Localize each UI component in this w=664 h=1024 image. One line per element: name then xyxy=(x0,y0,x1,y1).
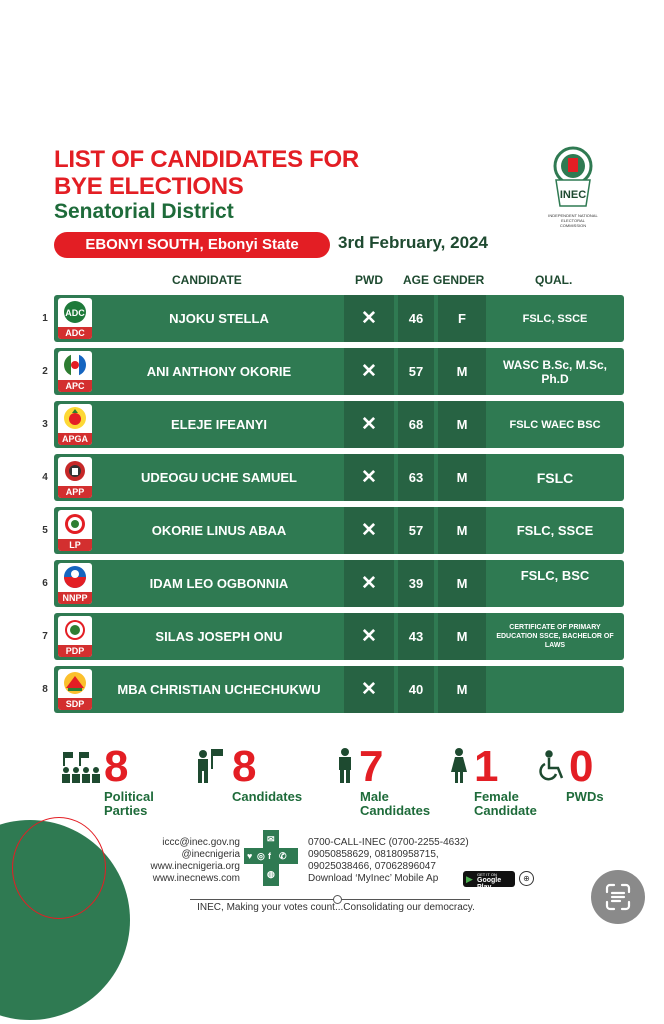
male-icon xyxy=(337,748,353,784)
parties-count: 8 xyxy=(104,742,129,791)
row-number: 8 xyxy=(42,684,48,695)
tagline: INEC, Making your votes count...Consolidating our democracy. xyxy=(197,902,475,913)
header-qual: QUAL. xyxy=(535,273,573,287)
candidate-name: OKORIE LINUS ABAA xyxy=(151,523,287,538)
party-logo xyxy=(58,298,92,339)
party-label: NNPP xyxy=(58,592,92,604)
lp-party-icon xyxy=(64,513,86,535)
pwd-mark: ✕ xyxy=(344,507,394,554)
contact-left xyxy=(140,837,240,885)
election-date: 3rd February, 2024 xyxy=(338,233,488,252)
candidate-qualification: FSLC, SSCE xyxy=(522,312,588,325)
candidate-name: MBA CHRISTIAN UCHECHUKWU xyxy=(117,682,321,697)
logo-label: INEC xyxy=(559,189,587,201)
candidate-name: ANI ANTHONY OKORIE xyxy=(146,364,292,379)
candidate-gender: M xyxy=(438,401,486,448)
globe-icon: ⊕ xyxy=(519,871,534,886)
candidate-gender: M xyxy=(438,348,486,395)
candidate-name: UDEOGU UCHE SAMUEL xyxy=(140,470,297,485)
candidate-age: 46 xyxy=(398,295,434,342)
svg-text:◎: ◎ xyxy=(257,851,265,861)
google-play-badge[interactable] xyxy=(463,871,515,891)
logo-caption: INDEPENDENT NATIONAL ELECTORAL COMMISSION xyxy=(548,213,598,228)
inec-emblem-icon xyxy=(548,146,598,208)
male-label: Male Candidates xyxy=(360,789,431,818)
svg-text:♥: ♥ xyxy=(247,851,253,861)
location-pill: EBONYI SOUTH, Ebonyi State xyxy=(54,232,330,258)
candidate-name: NJOKU STELLA xyxy=(169,311,269,326)
row-number: 2 xyxy=(42,366,48,377)
table-row xyxy=(54,666,624,713)
pwd-mark: ✕ xyxy=(344,295,394,342)
header-candidate: CANDIDATE xyxy=(172,273,242,287)
apc-party-icon xyxy=(64,354,86,376)
party-logo xyxy=(58,563,92,604)
row-number: 1 xyxy=(42,313,48,324)
pwd-mark: ✕ xyxy=(344,454,394,501)
table-row xyxy=(54,348,624,395)
candidate-qualification xyxy=(488,666,622,713)
candidate-age: 40 xyxy=(398,666,434,713)
inec-logo xyxy=(548,146,598,230)
party-label: ADC xyxy=(58,327,92,339)
svg-text:◍: ◍ xyxy=(267,869,275,879)
candidate-age: 63 xyxy=(398,454,434,501)
store-label: Google Play xyxy=(477,877,502,891)
subtitle: Senatorial District xyxy=(54,200,234,223)
pwds-label: PWDs xyxy=(566,789,604,804)
party-label: APGA xyxy=(58,433,92,445)
row-number: 4 xyxy=(42,472,48,483)
nnpp-party-icon xyxy=(64,566,86,588)
page-title xyxy=(54,146,359,200)
table-row xyxy=(54,507,624,554)
candidate-age: 57 xyxy=(398,348,434,395)
table-row xyxy=(54,613,624,660)
candidate-gender: M xyxy=(438,666,486,713)
candidate-qualification: FSLC xyxy=(536,469,574,486)
header-pwd: PWD xyxy=(355,273,383,287)
pwd-mark: ✕ xyxy=(344,401,394,448)
candidate-gender: M xyxy=(438,507,486,554)
play-icon: ▶ xyxy=(466,874,473,884)
pwd-mark: ✕ xyxy=(344,348,394,395)
candidate-age: 39 xyxy=(398,560,434,607)
title-line-2: BYE ELECTIONS xyxy=(54,173,244,200)
candidate-qualification: FSLC, BSC xyxy=(520,568,590,583)
party-logo xyxy=(58,351,92,392)
decorative-red-ring xyxy=(12,817,106,919)
candidate-gender: M xyxy=(438,560,486,607)
contact-handle[interactable]: @inecnigeria xyxy=(181,849,240,860)
table-row xyxy=(54,401,624,448)
wheelchair-icon xyxy=(538,750,566,782)
candidate-name: IDAM LEO OGBONNIA xyxy=(149,576,289,591)
sdp-party-icon xyxy=(64,672,86,694)
female-count: 1 xyxy=(474,742,499,791)
candidate-age: 57 xyxy=(398,507,434,554)
contact-phone-2[interactable]: 09050858629, 08180958715, xyxy=(308,849,439,860)
title-line-1: LIST OF CANDIDATES FOR xyxy=(54,146,359,173)
table-row xyxy=(54,560,624,607)
party-label: SDP xyxy=(58,698,92,710)
parties-label: Political Parties xyxy=(104,789,154,818)
candidate-name: ELEJE IFEANYI xyxy=(170,417,268,432)
adc-party-icon xyxy=(64,301,86,323)
party-label: PDP xyxy=(58,645,92,657)
row-number: 3 xyxy=(42,419,48,430)
female-icon xyxy=(450,748,468,784)
table-row xyxy=(54,295,624,342)
party-logo xyxy=(58,510,92,551)
party-label: LP xyxy=(58,539,92,551)
row-number: 6 xyxy=(42,578,48,589)
candidate-age: 68 xyxy=(398,401,434,448)
contact-web-2[interactable]: www.inecnews.com xyxy=(152,873,240,884)
candidate-qualification: CERTIFICATE OF PRIMARY EDUCATION SSCE, BACHELOR OF LAWS xyxy=(496,624,614,649)
header-age: AGE xyxy=(403,273,430,287)
apga-party-icon xyxy=(64,407,86,429)
candidate-age: 43 xyxy=(398,613,434,660)
male-count: 7 xyxy=(359,742,384,791)
store-small: GET IT ON xyxy=(477,872,497,877)
pwd-mark: ✕ xyxy=(344,613,394,660)
svg-text:f: f xyxy=(268,851,271,861)
pwd-mark: ✕ xyxy=(344,666,394,713)
party-label: APC xyxy=(58,380,92,392)
candidate-qualification: FSLC WAEC BSC xyxy=(509,418,601,431)
contact-phone-3[interactable]: 09025038466, 07062896047 xyxy=(308,861,436,872)
candidate-name: SILAS JOSEPH ONU xyxy=(155,629,283,644)
pwd-mark: ✕ xyxy=(344,560,394,607)
candidate-gender: M xyxy=(438,613,486,660)
pwds-count: 0 xyxy=(569,742,594,791)
political-parties-icon xyxy=(60,750,102,784)
female-label: Female Candidate xyxy=(474,789,537,818)
contact-download: Download ‘MyInec’ Mobile Ap xyxy=(308,873,439,884)
svg-text:✆: ✆ xyxy=(279,851,287,861)
table-row xyxy=(54,454,624,501)
scan-text-icon xyxy=(591,870,645,924)
party-logo xyxy=(58,404,92,445)
pdp-party-icon xyxy=(64,619,86,641)
party-logo xyxy=(58,669,92,710)
candidates-label: Candidates xyxy=(232,789,303,804)
candidates-count: 8 xyxy=(232,742,257,791)
footer-divider xyxy=(190,899,470,900)
party-logo xyxy=(58,457,92,498)
scan-text-button[interactable] xyxy=(591,870,645,924)
row-number: 5 xyxy=(42,525,48,536)
candidate-gender: M xyxy=(438,454,486,501)
party-label: APP xyxy=(58,486,92,498)
row-number: 7 xyxy=(42,631,48,642)
svg-text:✉: ✉ xyxy=(267,834,275,844)
contact-phone-1[interactable]: 0700-CALL-INEC (0700-2255-4632) xyxy=(308,837,469,848)
contact-web-1[interactable]: www.inecnigeria.org xyxy=(150,861,240,872)
candidate-gender: F xyxy=(438,295,486,342)
party-logo xyxy=(58,616,92,657)
candidate-qualification: FSLC, SSCE xyxy=(516,522,594,538)
candidates-icon xyxy=(193,748,225,784)
contact-email[interactable]: iccc@inec.gov.ng xyxy=(162,837,240,848)
candidate-qualification: WASC B.Sc, M.Sc, Ph.D xyxy=(502,357,608,386)
app-party-icon xyxy=(64,460,86,482)
svg-text:ADC: ADC xyxy=(65,308,85,318)
social-cross-icon xyxy=(244,830,298,886)
header-gender: GENDER xyxy=(433,273,485,287)
